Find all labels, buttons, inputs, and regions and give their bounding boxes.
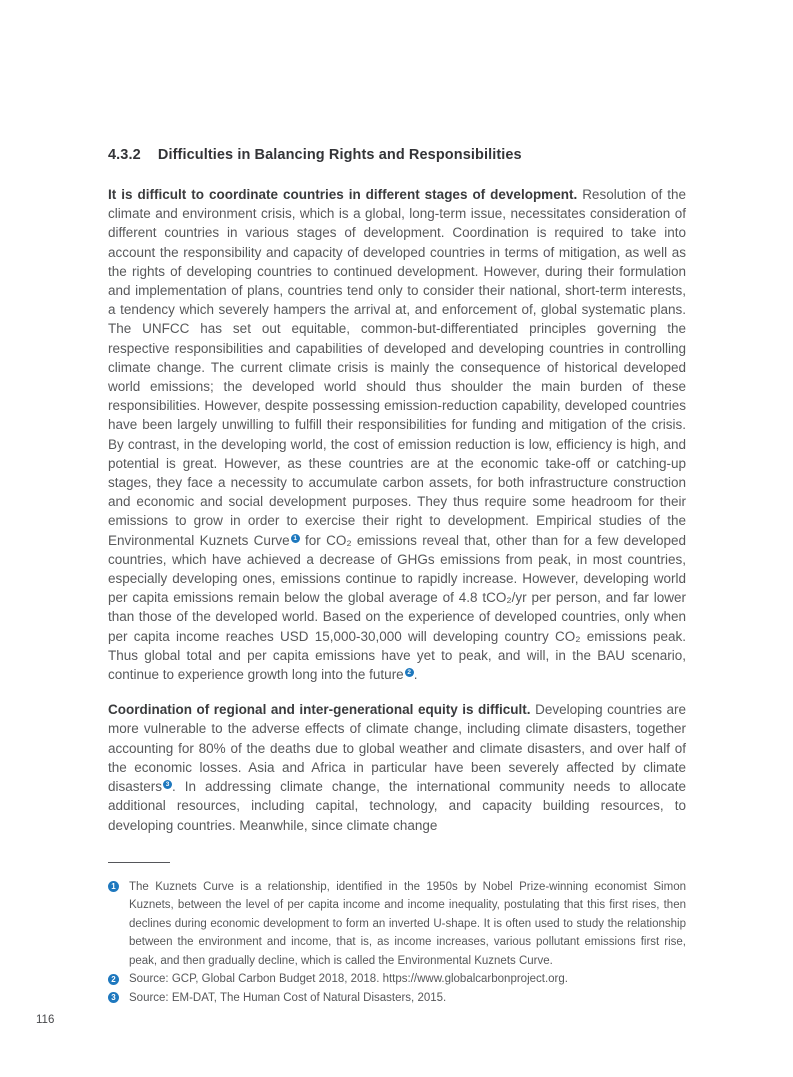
section-title: Difficulties in Balancing Rights and Responsibilities	[157, 147, 522, 163]
footnote-number-badge: 1	[108, 881, 119, 892]
body-paragraphs	[108, 185, 686, 835]
footnote-ref-marker: 3	[163, 780, 172, 789]
footnotes	[108, 878, 686, 1008]
footnote-ref-marker: 1	[291, 534, 300, 543]
footnote-divider	[108, 862, 170, 863]
page-content	[108, 147, 686, 1007]
paragraph-lead-bold: It is difficult to coordinate countries in different stages of development.	[108, 187, 583, 202]
page-number: 116	[36, 1014, 55, 1026]
footnote-item	[108, 878, 686, 971]
paragraph-lead-bold: Coordination of regional and inter-generational equity is difficult.	[108, 702, 536, 718]
paragraph: It is difficult to coordinate countries in different stages of development. Resolution of the climate and environment crisis, which is a global, long-term issue, necessitates consideration of different countries in various stages of development. Coordination is required to take into account the responsibility and capacity of developed countries in terms of mitigation, as well as the rights of developing countries to continued development. However, during their formulation and implementation of plans, countries tend only to consider their national, short-term interests, a tendency which severely hampers the arrival at, and enforcement of, global systematic plans. The UNFCC has set out equitable, common-but-differentiated principles governing the respective responsibilities and capabilities of developed and developing countries in controlling climate change. The current climate crisis is mainly the consequence of historical developed world emissions; the developed world should thus shoulder the main burden of these responsibilities. However, despite possessing emission-reduction capability, developed countries have been largely unwilling to fulfill their responsibilities for funding and mitigation of the crisis. By contrast, in the developing world, the cost of emission reduction is low, efficiency is high, and potential is great. However, as these countries are at the economic take-off or catching-up stages, they face a necessity to accumulate carbon assets, for both infrastructure construction and economic and social development purposes. They thus require some headroom for their emissions to grow in order to exercise their right to development. Empirical studies of the Environmental Kuznets Curve $^1$ for CO₂ emissions reveal that, other than for a few developed countries, which have achieved a decrease of GHGs emissions from peak, in most countries, especially developing ones, emissions continue to rapidly increase. However, developing world per capita emissions remain below the global average of 4.8 tCO₂/yr per person, and far lower than those of the developed world. Based on the experience of developed countries, only when per capita income reaches USD 15,000-30,000 will developing country CO₂ emissions peak. Thus global total and per capita emissions have yet to peak, and will, in the BAU scenario, continue to experience growth long into the future $^2$ .	[108, 187, 686, 683]
section-number: 4.3.2	[108, 147, 141, 163]
footnote-text: Source: GCP, Global Carbon Budget 2018, 2018. https://www.globalcarbonproject.org.	[129, 973, 568, 986]
footnote-item	[108, 970, 686, 989]
footnote-ref-marker: 2	[405, 668, 414, 677]
footnote-number-badge: 3	[108, 992, 119, 1003]
footnote-text: Source: EM-DAT, The Human Cost of Natural Disasters, 2015.	[129, 991, 447, 1004]
footnote-item	[108, 989, 686, 1008]
footnote-number-badge: 2	[108, 974, 119, 985]
section-heading	[108, 147, 686, 163]
footnote-text: The Kuznets Curve is a relationship, identified in the 1950s by Nobel Prize-winning economist Simon Kuznets, between the level of per capita income and income inequality, postulating that this first rises, then declines during economic development to form an inverted U-shape. It is often used to study the relationship between the environment and income, that is, as income increases, various pollutant emissions first rise, peak, and then gradually decline, which is called the Environmental Kuznets Curve.	[129, 880, 686, 967]
paragraph: Coordination of regional and inter-generational equity is difficult. Developing countries are more vulnerable to the adverse effects of climate change, including climate disasters, together accounting for 80% of the deaths due to global weather and climate disasters, and over half of the economic losses. Asia and Africa in particular have been severely affected by climate disasters $^3$ . In addressing climate change, the international community needs to allocate additional resources, including capital, technology, and capacity building resources, to developing countries. Meanwhile, since climate change	[108, 702, 686, 833]
